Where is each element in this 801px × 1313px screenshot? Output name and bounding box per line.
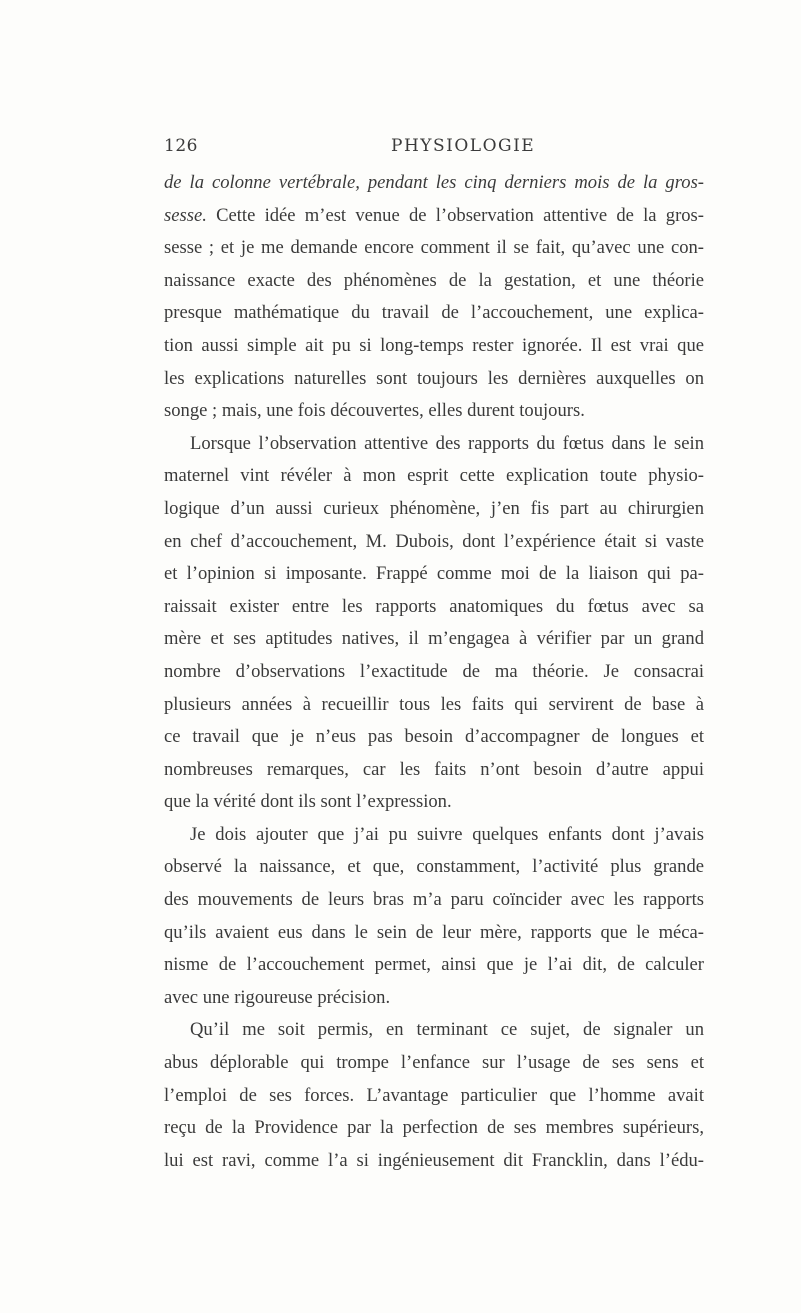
page-header	[164, 136, 704, 160]
page-number: 126	[164, 136, 198, 156]
text-line	[164, 167, 704, 200]
text-line: observé la naissance, et que, constamment, l’activité plus grande	[164, 856, 704, 878]
text-line: l’emploi de ses forces. L’avantage particulier que l’homme avait	[164, 1084, 704, 1106]
paragraph-4	[164, 1014, 704, 1177]
text-line: en chef d’accouchement, M. Dubois, dont l’expérience était si vaste	[164, 530, 704, 552]
text-line: des mouvements de leurs bras m’a paru coïncider avec les rapports	[164, 889, 704, 911]
italic-phrase: de la colonne vertébrale, pendant les cinq derniers mois de la gros-	[164, 172, 704, 193]
text-line: nombre d’observations l’exactitude de ma théorie. Je consacrai	[164, 660, 704, 682]
text-line: reçu de la Providence par la perfection de ses membres supérieurs,	[164, 1117, 704, 1139]
text-line: ce travail que je n’eus pas besoin d’accompagner de longues et	[164, 726, 704, 748]
running-title: PHYSIOLOGIE	[391, 136, 536, 156]
text-line: tion aussi simple ait pu si long-temps rester ignorée. Il est vrai que	[164, 334, 704, 356]
text-line: les explications naturelles sont toujours les dernières auxquelles on	[164, 367, 704, 389]
text-fragment: Cette idée m’est venue de l’observation attentive de la gros-	[206, 204, 704, 226]
text-line: maternel vint révéler à mon esprit cette explication toute physio-	[164, 465, 704, 487]
text-line: et l’opinion si imposante. Frappé comme moi de la liaison qui pa-	[164, 563, 704, 585]
text-line: nisme de l’accouchement permet, ainsi que je l’ai dit, de calculer	[164, 954, 704, 976]
text-line: songe ; mais, une fois découvertes, elles durent toujours.	[164, 400, 585, 422]
text-line: Je dois ajouter que j’ai pu suivre quelques enfants dont j’avais	[190, 823, 704, 845]
text-line: Qu’il me soit permis, en terminant ce sujet, de signaler un	[190, 1019, 704, 1041]
text-line: naissance exacte des phénomènes de la gestation, et une théorie	[164, 269, 704, 291]
text-line: qu’ils avaient eus dans le sein de leur mère, rapports que le méca-	[164, 921, 704, 943]
text-line: lui est ravi, comme l’a si ingénieusement dit Francklin, dans l’édu-	[164, 1149, 704, 1171]
paragraph-3	[164, 819, 704, 1015]
text-line	[164, 200, 704, 233]
text-line: que la vérité dont ils sont l’expression.	[164, 791, 452, 813]
text-line: raissait exister entre les rapports anatomiques du fœtus avec sa	[164, 595, 704, 617]
italic-phrase: sesse.	[164, 204, 207, 226]
paragraph-2	[164, 428, 704, 819]
paragraph-1	[164, 167, 704, 428]
text-line: plusieurs années à recueillir tous les faits qui servirent de base à	[164, 693, 704, 715]
body-text	[164, 167, 704, 1177]
text-line: abus déplorable qui trompe l’enfance sur l’usage de ses sens et	[164, 1052, 704, 1074]
text-line: Lorsque l’observation attentive des rapports du fœtus dans le sein	[190, 432, 704, 454]
text-line: avec une rigoureuse précision.	[164, 986, 391, 1008]
text-line: sesse ; et je me demande encore comment il se fait, qu’avec une con-	[164, 237, 704, 259]
text-line: logique d’un aussi curieux phénomène, j’en fis part au chirurgien	[164, 497, 704, 519]
text-line: presque mathématique du travail de l’accouchement, une explica-	[164, 302, 704, 324]
text-line: nombreuses remarques, car les faits n’ont besoin d’autre appui	[164, 758, 704, 780]
text-line: mère et ses aptitudes natives, il m’engagea à vérifier par un grand	[164, 628, 704, 650]
